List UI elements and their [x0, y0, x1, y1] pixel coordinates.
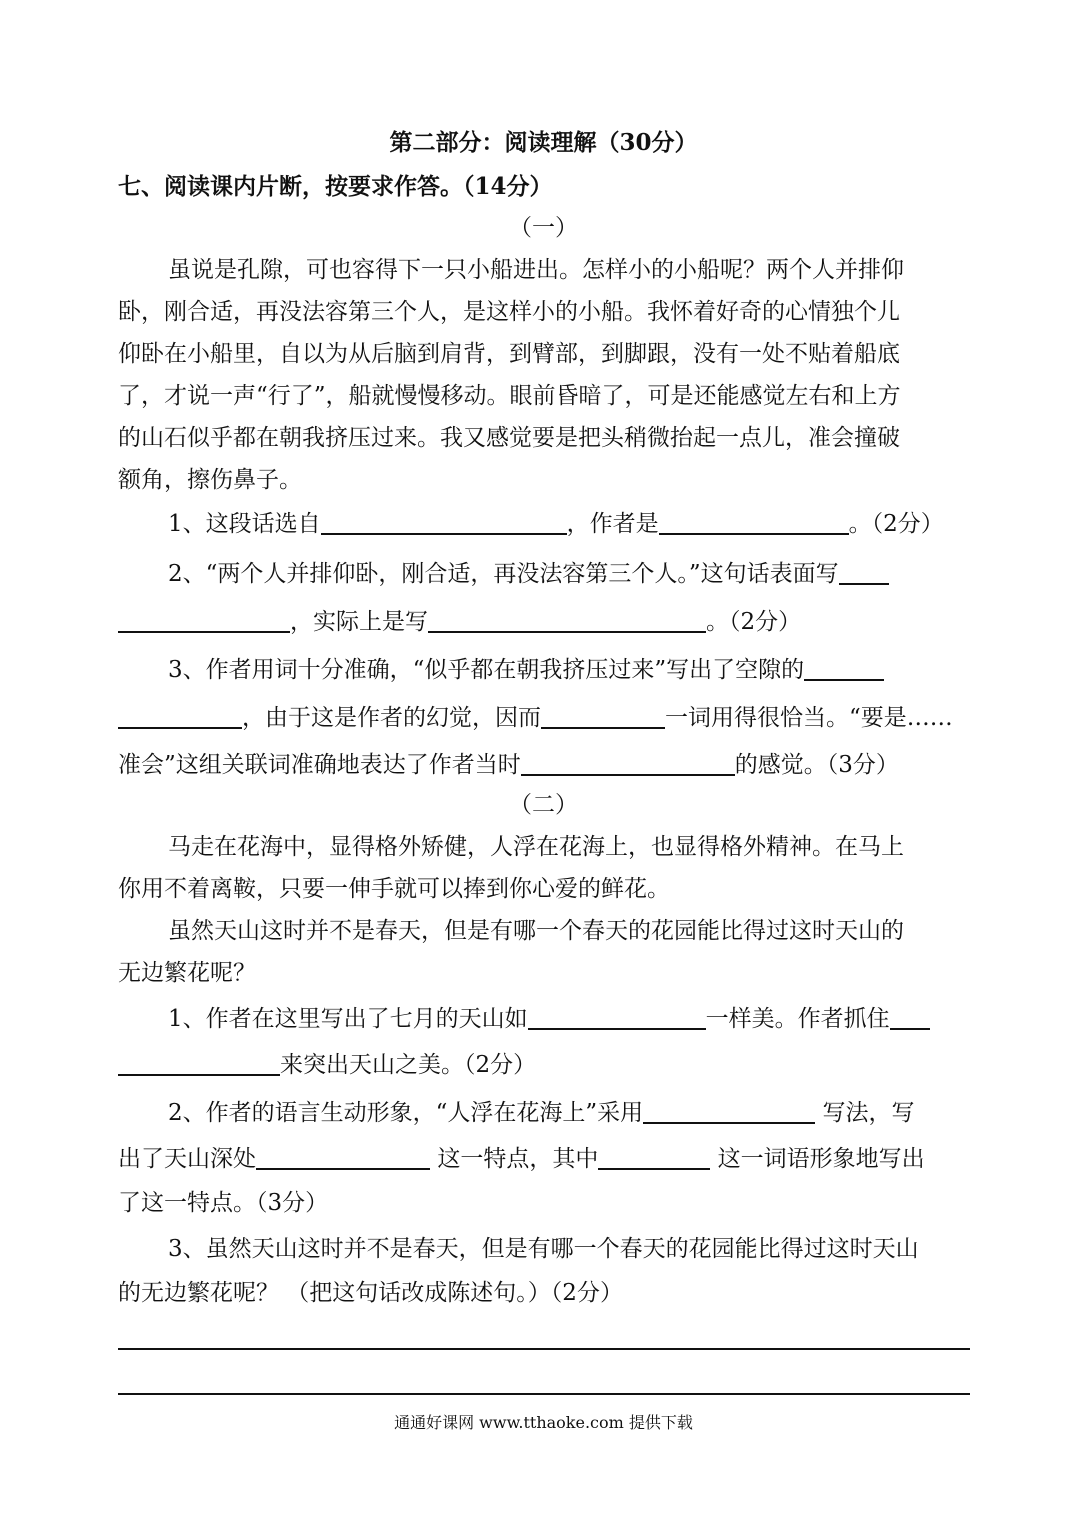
- answer-blank[interactable]: [521, 748, 735, 776]
- answer-blank[interactable]: [118, 1048, 280, 1076]
- passage1-line: 额角，擦伤鼻子。: [118, 467, 302, 493]
- answer-blank[interactable]: [839, 557, 889, 585]
- answer-line[interactable]: [118, 1393, 970, 1395]
- p1-question-2-cont: ，实际上是写 。（2分）: [118, 601, 801, 643]
- passage2-line: 马走在花海中，显得格外矫健，人浮在花海上，也显得格外精神。在马上: [168, 834, 904, 860]
- passage1-line: 虽说是孔隙，可也容得下一只小船进出。怎样小的小船呢？两个人并排仰: [168, 257, 904, 283]
- footer-credit: 通通好课网 www.tthaoke.com 提供下载: [394, 1413, 693, 1432]
- p1-question-3-cont: ，由于这是作者的幻觉，因而 一词用得很恰当。“要是……: [118, 697, 953, 739]
- answer-blank[interactable]: [321, 507, 567, 535]
- answer-blank[interactable]: [118, 701, 242, 729]
- answer-blank[interactable]: [118, 605, 290, 633]
- passage1-line: 的山石似乎都在朝我挤压过来。我又感觉要是把头稍微抬起一点儿，准会撞破: [118, 425, 900, 451]
- passage2-line: 无边繁花呢？: [118, 960, 256, 986]
- passage2-line: 虽然天山这时并不是春天，但是有哪一个春天的花园能比得过这时天山的: [168, 918, 904, 944]
- passage1-line: 了，才说一声“行了”，船就慢慢移动。眼前昏暗了，可是还能感觉左右和上方: [118, 383, 901, 409]
- p1-question-1: 1、这段话选自 ，作者是 。（2分）: [168, 503, 944, 545]
- section-title: 七、阅读课内片断，按要求作答。（14分）: [118, 173, 553, 200]
- answer-blank[interactable]: [804, 653, 884, 681]
- passage1-line: 卧，刚合适，再没法容第三个人，是这样小的小船。我怀着好奇的心情独个儿: [118, 299, 900, 325]
- answer-line[interactable]: [118, 1348, 970, 1350]
- answer-blank[interactable]: [428, 605, 706, 633]
- passage2-line: 你用不着离鞍，只要一伸手就可以捧到你心爱的鲜花。: [118, 876, 670, 902]
- p2-question-3: 3、虽然天山这时并不是春天，但是有哪一个春天的花园能比得过这时天山: [168, 1236, 919, 1262]
- answer-blank[interactable]: [659, 507, 849, 535]
- passage1-line: 仰卧在小船里，自以为从后脑到肩背，到臂部，到脚跟，没有一处不贴着船底: [118, 341, 900, 367]
- passage2-label: （二）: [509, 792, 578, 818]
- p2-question-3-cont: 的无边繁花呢？ （把这句话改成陈述句。）（2分）: [118, 1280, 623, 1306]
- answer-blank[interactable]: [256, 1142, 430, 1170]
- p2-question-2-cont: 出了天山深处 这一特点，其中 这一词语形象地写出: [118, 1138, 925, 1180]
- p2-question-2: 2、作者的语言生动形象，“人浮在花海上”采用 写法，写: [168, 1092, 914, 1134]
- p2-question-1-cont: 来突出天山之美。（2分）: [118, 1044, 536, 1086]
- answer-blank[interactable]: [598, 1142, 710, 1170]
- p2-question-2-end: 了这一特点。（3分）: [118, 1190, 329, 1216]
- p1-question-2: 2、“两个人并排仰卧，刚合适，再没法容第三个人。”这句话表面写: [168, 553, 889, 595]
- p1-question-3: 3、作者用词十分准确，“似乎都在朝我挤压过来”写出了空隙的: [168, 649, 884, 691]
- answer-blank[interactable]: [528, 1002, 706, 1030]
- passage1-label: （一）: [509, 215, 578, 241]
- answer-blank[interactable]: [643, 1096, 815, 1124]
- p1-question-3-end: 准会”这组关联词准确地表达了作者当时 的感觉。（3分）: [118, 744, 899, 786]
- answer-blank[interactable]: [541, 701, 665, 729]
- p2-question-1: 1、作者在这里写出了七月的天山如 一样美。作者抓住: [168, 998, 930, 1040]
- part-title: 第二部分：阅读理解（30分）: [389, 129, 698, 156]
- answer-blank[interactable]: [890, 1002, 930, 1030]
